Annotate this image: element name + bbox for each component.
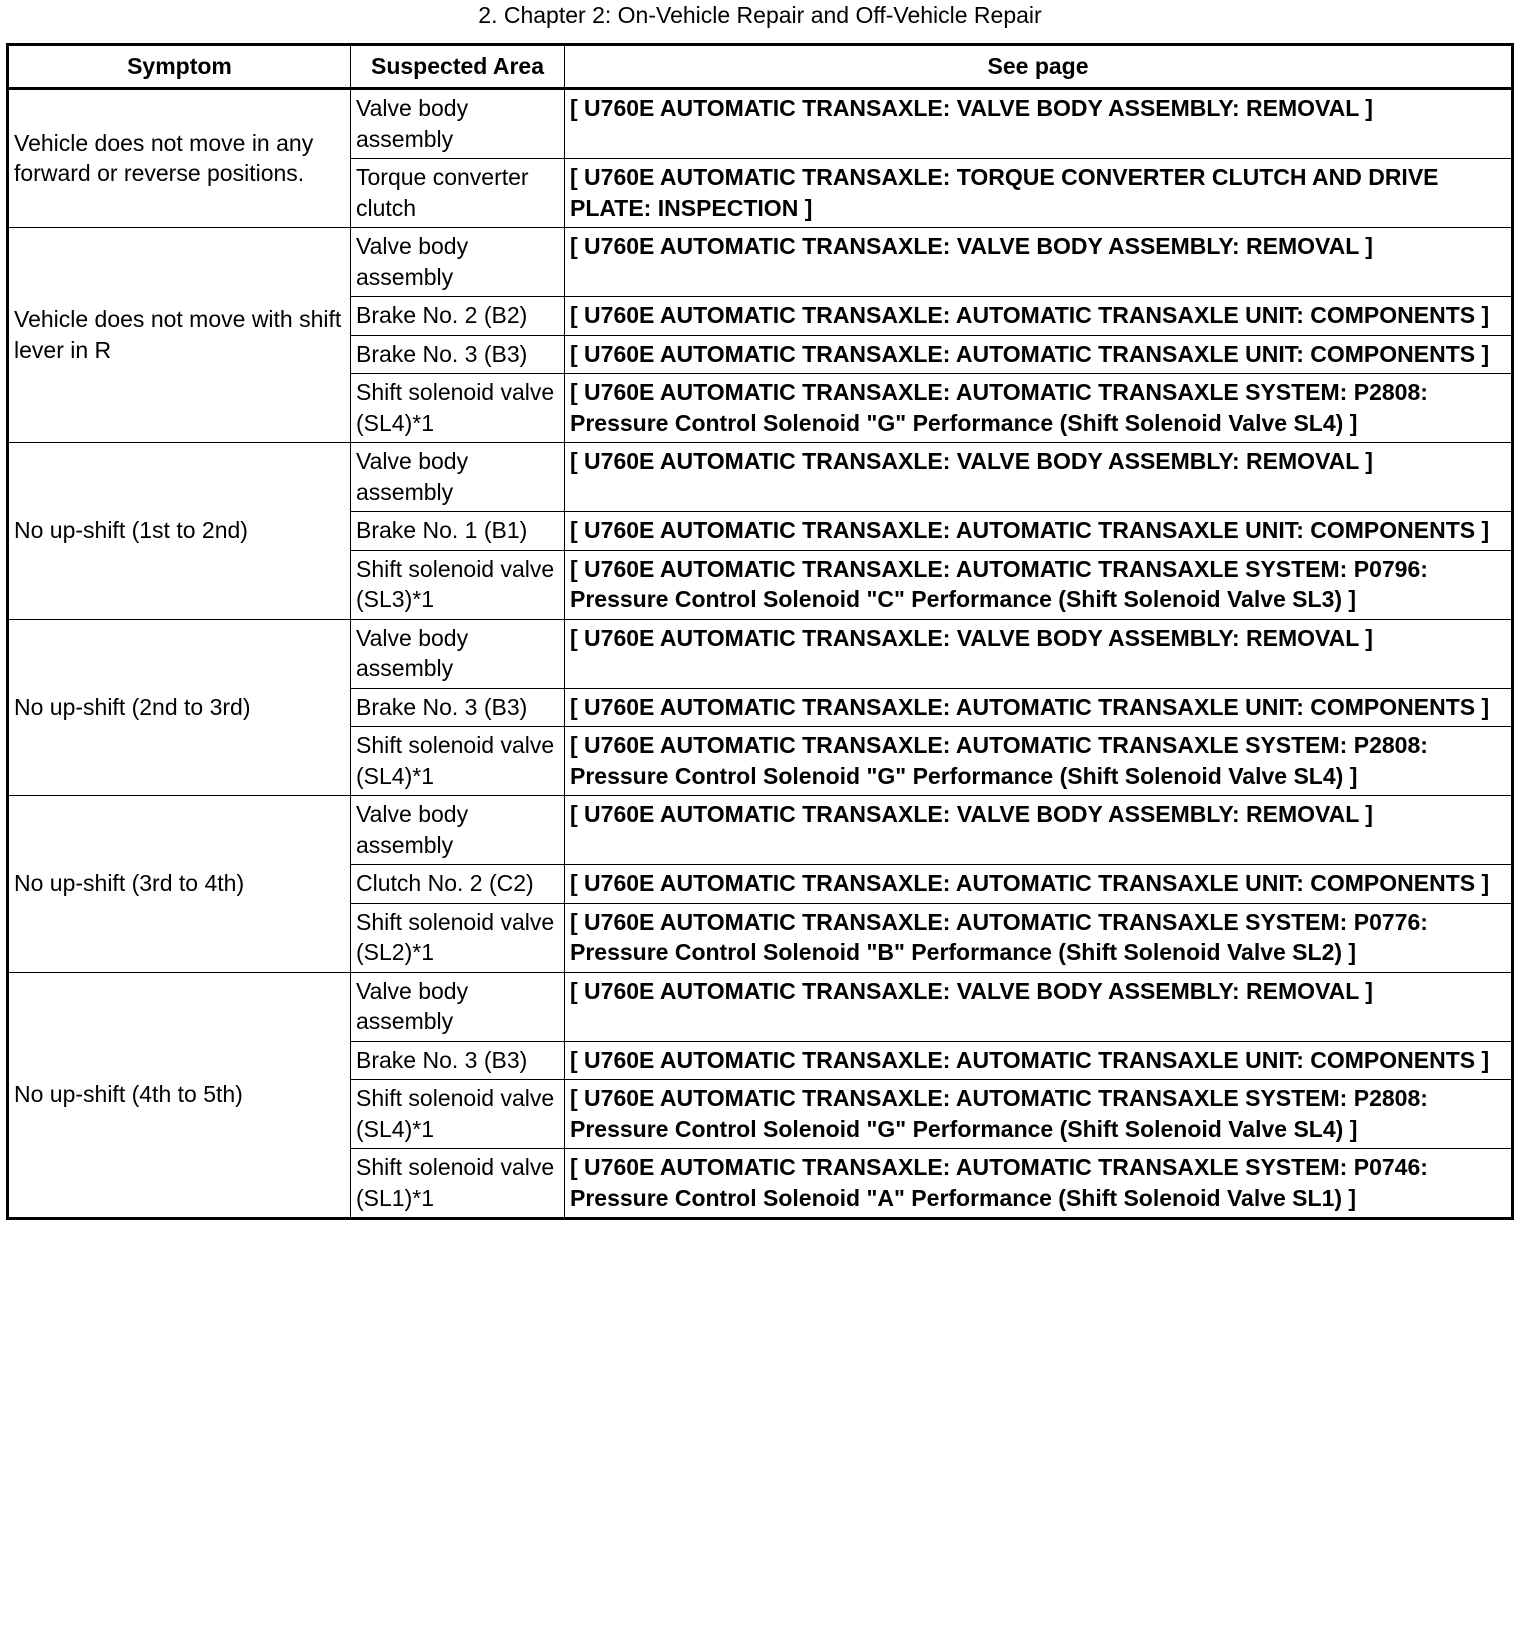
suspected-area-cell: Brake No. 1 (B1)	[351, 512, 565, 551]
see-page-link[interactable]: [ U760E AUTOMATIC TRANSAXLE: AUTOMATIC TRANSAXLE UNIT: COMPONENTS ]	[565, 297, 1513, 336]
table-row	[8, 228, 1513, 297]
suspected-area-cell: Valve body assembly	[351, 619, 565, 688]
suspected-area-cell: Shift solenoid valve (SL3)*1	[351, 550, 565, 619]
see-page-link[interactable]: [ U760E AUTOMATIC TRANSAXLE: VALVE BODY ASSEMBLY: REMOVAL ]	[565, 443, 1513, 512]
suspected-area-cell: Shift solenoid valve (SL1)*1	[351, 1149, 565, 1219]
column-header-see-page: See page	[565, 45, 1513, 89]
symptom-cell: No up-shift (3rd to 4th)	[8, 796, 351, 973]
symptom-cell: Vehicle does not move in any forward or reverse positions.	[8, 89, 351, 228]
suspected-area-cell: Brake No. 3 (B3)	[351, 688, 565, 727]
see-page-link[interactable]: [ U760E AUTOMATIC TRANSAXLE: AUTOMATIC TRANSAXLE SYSTEM: P0776: Pressure Control Solenoid "B" Performance (Shift Solenoid Valve SL2) ]	[565, 903, 1513, 972]
see-page-link[interactable]: [ U760E AUTOMATIC TRANSAXLE: AUTOMATIC TRANSAXLE UNIT: COMPONENTS ]	[565, 335, 1513, 374]
see-page-link[interactable]: [ U760E AUTOMATIC TRANSAXLE: VALVE BODY ASSEMBLY: REMOVAL ]	[565, 89, 1513, 159]
see-page-link[interactable]: [ U760E AUTOMATIC TRANSAXLE: AUTOMATIC TRANSAXLE UNIT: COMPONENTS ]	[565, 512, 1513, 551]
suspected-area-cell: Shift solenoid valve (SL4)*1	[351, 1080, 565, 1149]
column-header-symptom: Symptom	[8, 45, 351, 89]
suspected-area-cell: Shift solenoid valve (SL4)*1	[351, 727, 565, 796]
table-body	[8, 89, 1513, 1219]
see-page-link[interactable]: [ U760E AUTOMATIC TRANSAXLE: VALVE BODY ASSEMBLY: REMOVAL ]	[565, 972, 1513, 1041]
suspected-area-cell: Brake No. 2 (B2)	[351, 297, 565, 336]
suspected-area-cell: Shift solenoid valve (SL4)*1	[351, 374, 565, 443]
suspected-area-cell: Valve body assembly	[351, 89, 565, 159]
table-row	[8, 89, 1513, 159]
column-header-suspected-area: Suspected Area	[351, 45, 565, 89]
see-page-link[interactable]: [ U760E AUTOMATIC TRANSAXLE: VALVE BODY ASSEMBLY: REMOVAL ]	[565, 228, 1513, 297]
problem-symptoms-table	[6, 43, 1514, 1220]
see-page-link[interactable]: [ U760E AUTOMATIC TRANSAXLE: AUTOMATIC TRANSAXLE UNIT: COMPONENTS ]	[565, 688, 1513, 727]
table-row	[8, 619, 1513, 688]
symptom-cell: No up-shift (1st to 2nd)	[8, 443, 351, 620]
see-page-link[interactable]: [ U760E AUTOMATIC TRANSAXLE: AUTOMATIC TRANSAXLE SYSTEM: P2808: Pressure Control Solenoid "G" Performance (Shift Solenoid Valve SL4) ]	[565, 1080, 1513, 1149]
see-page-link[interactable]: [ U760E AUTOMATIC TRANSAXLE: TORQUE CONVERTER CLUTCH AND DRIVE PLATE: INSPECTION ]	[565, 159, 1513, 228]
suspected-area-cell: Valve body assembly	[351, 228, 565, 297]
table-row	[8, 972, 1513, 1041]
suspected-area-cell: Valve body assembly	[351, 443, 565, 512]
table-row	[8, 796, 1513, 865]
symptom-cell: No up-shift (4th to 5th)	[8, 972, 351, 1219]
symptom-cell: No up-shift (2nd to 3rd)	[8, 619, 351, 796]
suspected-area-cell: Brake No. 3 (B3)	[351, 335, 565, 374]
see-page-link[interactable]: [ U760E AUTOMATIC TRANSAXLE: AUTOMATIC TRANSAXLE UNIT: COMPONENTS ]	[565, 1041, 1513, 1080]
see-page-link[interactable]: [ U760E AUTOMATIC TRANSAXLE: AUTOMATIC TRANSAXLE SYSTEM: P2808: Pressure Control Solenoid "G" Performance (Shift Solenoid Valve SL4) ]	[565, 727, 1513, 796]
see-page-link[interactable]: [ U760E AUTOMATIC TRANSAXLE: VALVE BODY ASSEMBLY: REMOVAL ]	[565, 619, 1513, 688]
table-header	[8, 45, 1513, 89]
header-row	[8, 45, 1513, 89]
suspected-area-cell: Shift solenoid valve (SL2)*1	[351, 903, 565, 972]
symptom-cell: Vehicle does not move with shift lever in R	[8, 228, 351, 443]
suspected-area-cell: Torque converter clutch	[351, 159, 565, 228]
see-page-link[interactable]: [ U760E AUTOMATIC TRANSAXLE: AUTOMATIC TRANSAXLE UNIT: COMPONENTS ]	[565, 865, 1513, 904]
table-row	[8, 443, 1513, 512]
see-page-link[interactable]: [ U760E AUTOMATIC TRANSAXLE: AUTOMATIC TRANSAXLE SYSTEM: P2808: Pressure Control Solenoid "G" Performance (Shift Solenoid Valve SL4) ]	[565, 374, 1513, 443]
see-page-link[interactable]: [ U760E AUTOMATIC TRANSAXLE: VALVE BODY ASSEMBLY: REMOVAL ]	[565, 796, 1513, 865]
suspected-area-cell: Brake No. 3 (B3)	[351, 1041, 565, 1080]
see-page-link[interactable]: [ U760E AUTOMATIC TRANSAXLE: AUTOMATIC TRANSAXLE SYSTEM: P0746: Pressure Control Solenoid "A" Performance (Shift Solenoid Valve SL1) ]	[565, 1149, 1513, 1219]
suspected-area-cell: Valve body assembly	[351, 796, 565, 865]
page-title: 2. Chapter 2: On-Vehicle Repair and Off-Vehicle Repair	[478, 2, 1042, 28]
suspected-area-cell: Valve body assembly	[351, 972, 565, 1041]
see-page-link[interactable]: [ U760E AUTOMATIC TRANSAXLE: AUTOMATIC TRANSAXLE SYSTEM: P0796: Pressure Control Solenoid "C" Performance (Shift Solenoid Valve SL3) ]	[565, 550, 1513, 619]
suspected-area-cell: Clutch No. 2 (C2)	[351, 865, 565, 904]
